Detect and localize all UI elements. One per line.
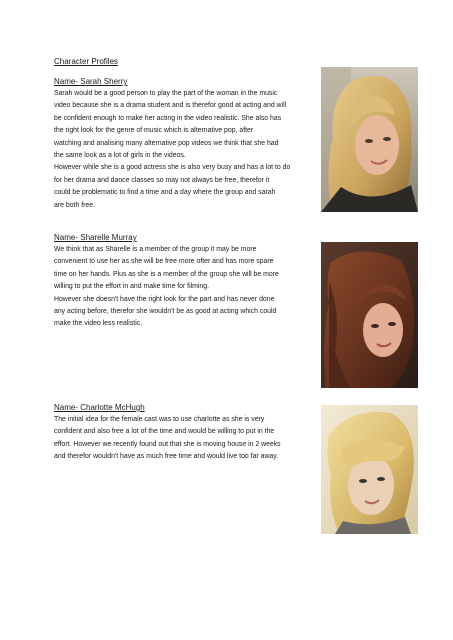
text-line: be confident enough to make her acting in the video realistic. She also has [54,114,282,122]
page-title: Character Profiles [54,57,119,66]
text-line: and therefor wouldn't have as much free time and would live too far away. [54,453,279,461]
text-line: video because she is a drama student and is therefor good at acting and will [54,102,287,110]
text-line: time on her hands. Plus as she is a member of the group she will be more [54,270,279,278]
text-line: watching and analising many alternative pop videos we think that she had [54,139,279,147]
text-line: We think that as Sharelle is a member of the group it may be more [54,246,257,253]
profile-name-sharelle: Name- Sharelle Murray [54,233,137,242]
text-line: willing to put the effort in and make time for filming. [54,283,209,291]
text-line: confident and also free a lot of the time and would be willing to put in the [54,428,275,436]
profile-name-charlotte: Name- Charlotte McHugh [54,403,145,412]
text-line: are both free. [54,201,95,209]
text-line: However she doesn't have the right look for the part and has never done [54,295,275,303]
profile-description-sharelle [54,244,320,331]
profile-photo-sarah [321,67,418,212]
text-line: the right look for the genre of music which is alternative pop, after [54,127,254,135]
text-line: could be problematic to find a time and a day where the group and sarah [54,189,276,197]
profile-photo-sharelle [321,242,418,388]
text-line: The initial idea for the female cast was to use charlotte as she is very [54,416,265,423]
text-line: convenient to use her as she will be free more ofter and has more spare [54,258,274,266]
text-line: any acting before, therefor she wouldn't be as good at acting which could [54,308,277,316]
text-line: However while she is a good actress she is also very busy and has a lot to do [54,164,291,172]
text-line: Sarah would be a good person to play the part of the woman in the music [54,90,278,97]
profile-description-sarah [54,88,320,212]
text-line: make the video less realistic. [54,320,143,328]
profile-photo-charlotte [321,405,418,534]
profile-description-charlotte [54,414,320,464]
text-line: the same look as a lot of girls in the videos. [54,152,186,160]
text-line: for her drama and dance classes so may not always be free, therefor it [54,176,270,184]
text-line: effort. However we recently found out that she is moving house in 2 weeks [54,440,281,448]
profile-name-sarah: Name- Sarah Sherry [54,77,128,86]
